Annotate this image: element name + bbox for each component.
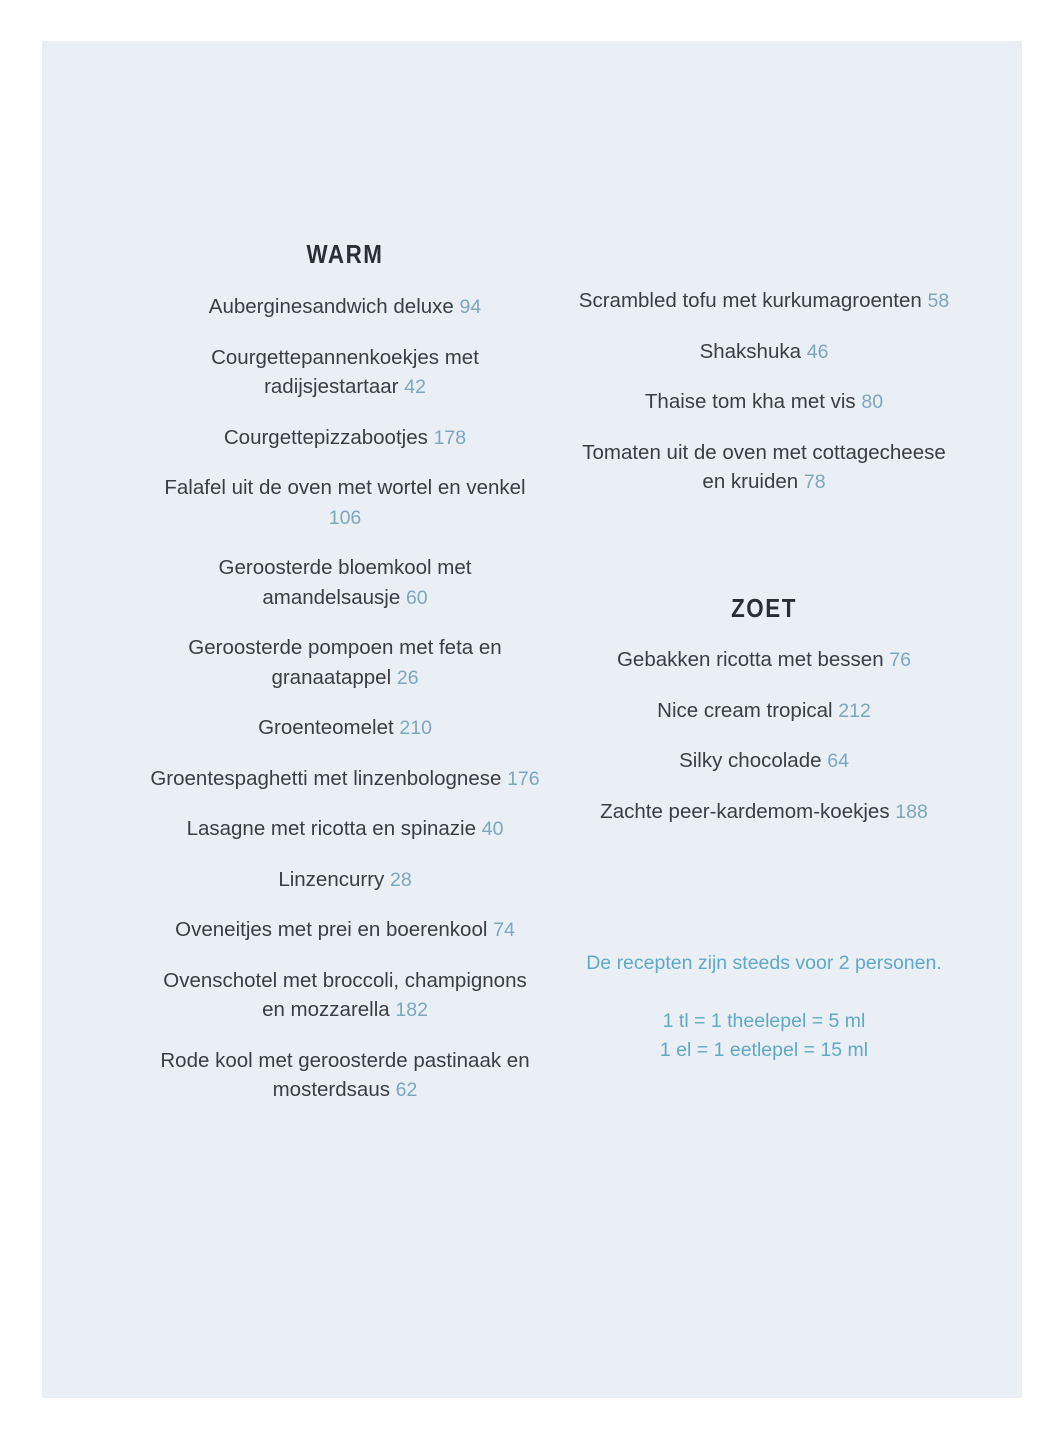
index-entry[interactable] bbox=[150, 966, 540, 1026]
index-entry-title: Rode kool met geroosterde pastinaak en mosterdsaus bbox=[160, 1048, 530, 1101]
index-entry[interactable] bbox=[150, 423, 540, 454]
index-entry[interactable] bbox=[150, 473, 540, 533]
index-columns bbox=[42, 41, 1022, 1398]
index-entry-title: Auberginesandwich deluxe bbox=[208, 295, 454, 318]
index-entry-page-number: 42 bbox=[404, 376, 426, 398]
section-heading-zoet: ZOET bbox=[731, 593, 797, 623]
zoet-entry-list bbox=[569, 645, 959, 827]
index-entry-page-number: 64 bbox=[827, 750, 849, 772]
index-entry[interactable] bbox=[569, 337, 959, 368]
index-entry-title: Groentespaghetti met linzenbolognese bbox=[150, 766, 502, 790]
index-entry-page-number: 28 bbox=[389, 868, 412, 891]
index-entry-title: Zachte peer-kardemom-koekjes bbox=[600, 799, 890, 823]
index-entry-title: Geroosterde bloemkool met amandelsausje bbox=[218, 556, 472, 609]
index-entry[interactable] bbox=[150, 915, 540, 946]
index-entry[interactable] bbox=[569, 286, 959, 317]
index-note: 1 tl = 1 theelepel = 5 ml 1 el = 1 eetlepel = 15 ml bbox=[659, 1010, 869, 1061]
index-entry-title: Groenteomelet bbox=[258, 716, 394, 739]
index-entry-title: Gebakken ricotta met bessen bbox=[616, 648, 884, 671]
index-entry-title: Silky chocolade bbox=[679, 749, 822, 772]
index-entry-page-number: 60 bbox=[405, 586, 428, 609]
index-entry-page-number: 188 bbox=[895, 800, 928, 823]
index-entry-page-number: 94 bbox=[459, 296, 482, 318]
index-entry[interactable] bbox=[150, 343, 540, 403]
index-note: De recepten zijn steeds voor 2 personen. bbox=[586, 952, 942, 974]
warm-entry-list bbox=[150, 292, 540, 1106]
index-entry-page-number: 26 bbox=[396, 666, 419, 689]
index-entry[interactable] bbox=[150, 713, 540, 744]
index-entry[interactable] bbox=[150, 553, 540, 613]
index-entry[interactable] bbox=[569, 645, 959, 676]
index-entry-title: Geroosterde pompoen met feta en granaatappel bbox=[188, 636, 502, 689]
index-entry-title: Scrambled tofu met kurkumagroenten bbox=[578, 289, 922, 312]
index-entry-page-number: 176 bbox=[507, 767, 540, 790]
index-entry-page-number: 178 bbox=[433, 426, 467, 449]
index-notes bbox=[569, 949, 959, 1065]
index-entry-page-number: 210 bbox=[399, 717, 432, 739]
index-entry-title: Tomaten uit de oven met cottagecheese en kruiden bbox=[582, 440, 946, 493]
index-entry-page-number: 80 bbox=[861, 391, 884, 413]
index-entry-title: Nice cream tropical bbox=[657, 698, 833, 722]
index-entry-title: Shakshuka bbox=[699, 339, 802, 363]
index-entry-title: Thaise tom kha met vis bbox=[644, 390, 856, 413]
index-entry-page-number: 212 bbox=[838, 699, 871, 722]
index-entry-page-number: 182 bbox=[395, 999, 428, 1021]
index-entry[interactable] bbox=[569, 438, 959, 498]
index-entry[interactable] bbox=[150, 633, 540, 693]
index-entry-page-number: 76 bbox=[889, 649, 912, 671]
index-entry[interactable] bbox=[150, 814, 540, 845]
index-entry-title: Linzencurry bbox=[278, 867, 385, 891]
index-entry[interactable] bbox=[569, 797, 959, 828]
index-entry-title: Ovenschotel met broccoli, champignons en mozzarella bbox=[163, 968, 527, 1021]
index-entry[interactable] bbox=[150, 1046, 540, 1106]
index-entry-page-number: 62 bbox=[395, 1079, 418, 1101]
index-entry-title: Courgettepannenkoekjes met radijsjestartaar bbox=[211, 345, 479, 398]
index-entry[interactable] bbox=[150, 865, 540, 896]
index-entry-page-number: 78 bbox=[803, 471, 826, 493]
index-entry[interactable] bbox=[569, 696, 959, 727]
index-entry-page-number: 106 bbox=[328, 506, 362, 529]
section-heading-warm: WARM bbox=[306, 239, 384, 269]
index-entry-title: Oveneitjes met prei en boerenkool bbox=[175, 918, 488, 941]
index-entry-page-number: 46 bbox=[806, 340, 829, 363]
index-entry[interactable] bbox=[569, 746, 959, 777]
index-entry-title: Falafel uit de oven met wortel en venkel bbox=[164, 476, 526, 499]
recipe-index-page bbox=[42, 41, 1022, 1398]
index-entry-title: Lasagne met ricotta en spinazie bbox=[186, 817, 477, 840]
index-entry-page-number: 40 bbox=[481, 818, 504, 840]
index-entry[interactable] bbox=[569, 387, 959, 418]
index-entry-page-number: 58 bbox=[927, 290, 950, 312]
index-entry[interactable] bbox=[150, 292, 540, 323]
warm-entry-list-continued bbox=[569, 286, 959, 498]
index-entry-page-number: 74 bbox=[493, 919, 515, 941]
index-entry-title: Courgettepizzabootjes bbox=[223, 425, 428, 449]
index-entry[interactable] bbox=[150, 764, 540, 795]
